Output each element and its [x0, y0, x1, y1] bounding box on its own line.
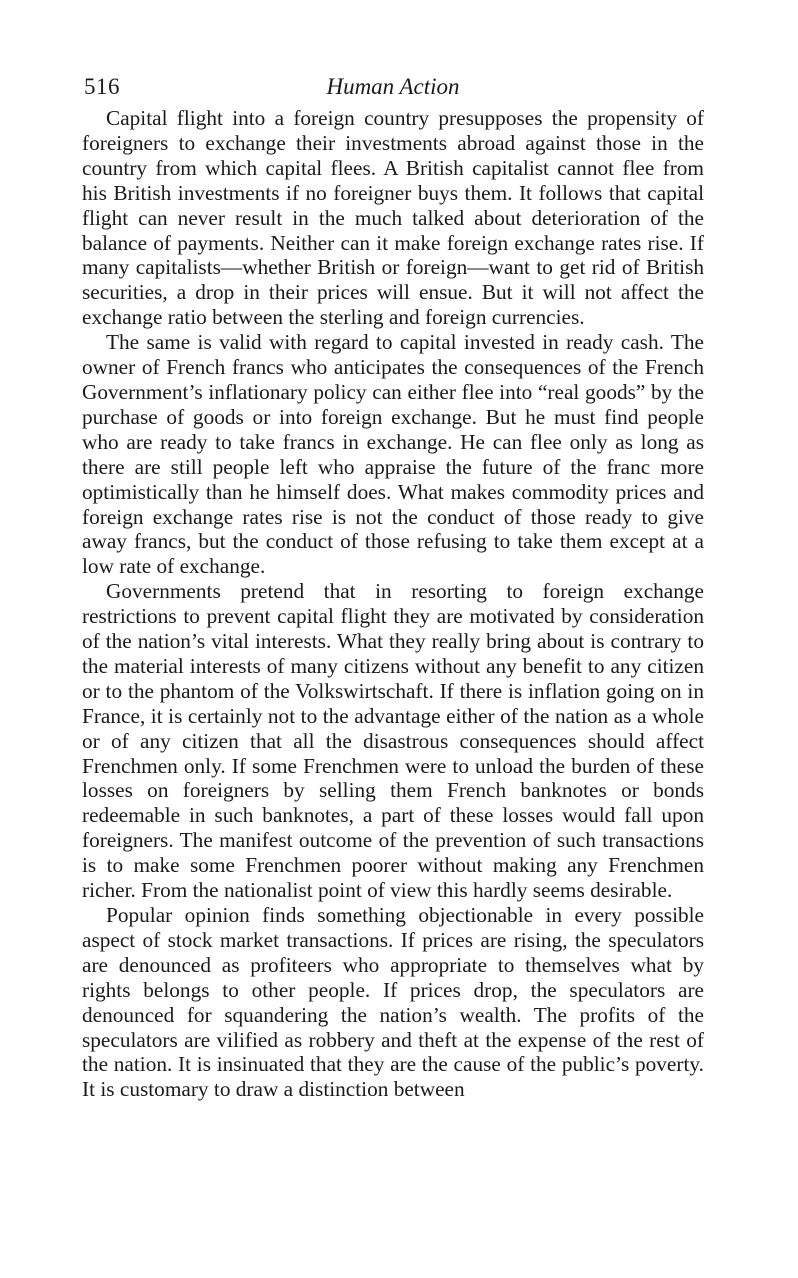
- running-head: [82, 74, 704, 104]
- paragraph-ready-cash: The same is valid with regard to capital invested in ready cash. The owner of French francs who anticipates the consequences of the French Government’s inflationary policy can either flee into “real goods” by the purchase of goods or into foreign exchange. But he must find people who are ready to take francs in exchange. He can flee only as long as there are still people left who appraise the future of the franc more optimistically than he himself does. What makes commodity prices and foreign exchange rates rise is not the conduct of those ready to give away francs, but the conduct of those refusing to take them except at a low rate of exchange.: [82, 330, 704, 579]
- paragraph-capital-flight: Capital flight into a foreign country presupposes the propensity of foreigners to exchange their investments abroad against those in the country from which capital flees. A British capitalist cannot flee from his British investments if no foreigner buys them. It follows that capital flight can never result in the much talked about deterioration of the balance of payments. Neither can it make foreign exchange rates rise. If many capitalists—whether British or foreign—want to get rid of British securities, a drop in their prices will ensue. But it will not affect the exchange ratio between the sterling and foreign currencies.: [82, 106, 704, 330]
- book-title: Human Action: [326, 74, 460, 99]
- paragraph-stock-market: Popular opinion finds something objectionable in every possible aspect of stock market transactions. If prices are rising, the speculators are denounced as profiteers who appropriate to themselves what by rights belongs to other people. If prices drop, the speculators are denounced for squandering the nation’s wealth. The profits of the speculators are vilified as robbery and theft at the expense of the rest of the nation. It is insinuated that they are the cause of the public’s poverty. It is customary to draw a distinction between: [82, 903, 704, 1102]
- body-text: [82, 106, 704, 1102]
- page-number: 516: [84, 74, 120, 99]
- book-page: [82, 74, 704, 1102]
- paragraph-exchange-restrictions: Governments pretend that in resorting to foreign exchange restrictions to prevent capital flight they are motivated by consideration of the nation’s vital interests. What they really bring about is contrary to the material interests of many citizens without any benefit to any citizen or to the phantom of the Volkswirtschaft. If there is inflation going on in France, it is certainly not to the advantage either of the nation as a whole or of any citizen that all the disastrous consequences should affect Frenchmen only. If some Frenchmen were to unload the burden of these losses on foreigners by selling them French banknotes or bonds redeemable in such banknotes, a part of these losses would fall upon foreigners. The manifest outcome of the prevention of such transactions is to make some Frenchmen poorer without making any Frenchmen richer. From the nationalist point of view this hardly seems desirable.: [82, 579, 704, 903]
